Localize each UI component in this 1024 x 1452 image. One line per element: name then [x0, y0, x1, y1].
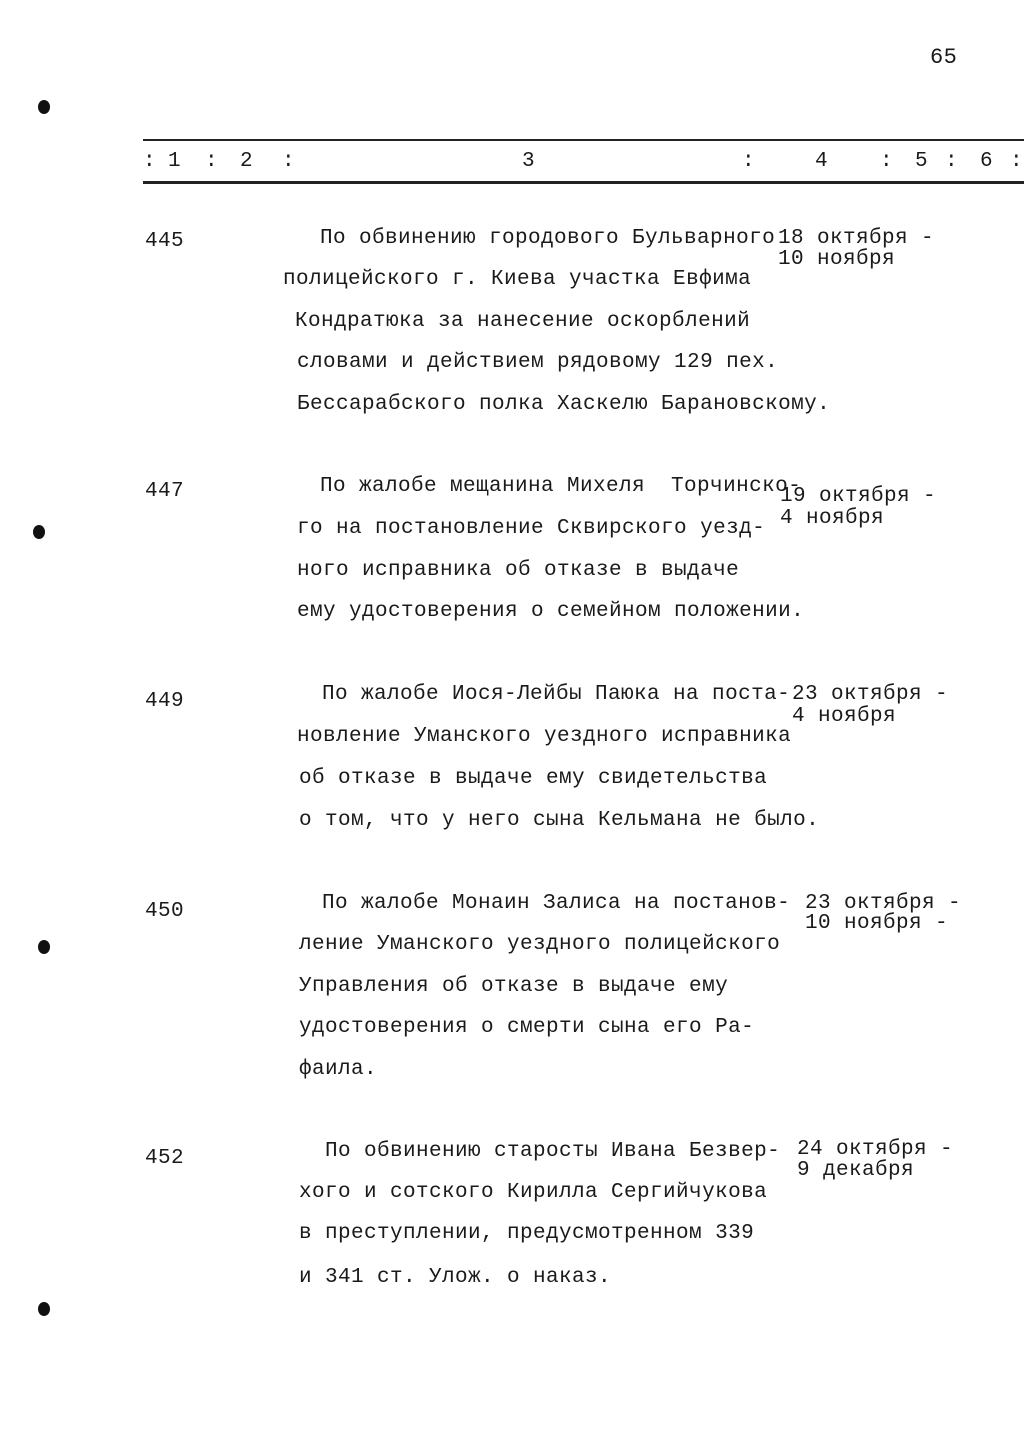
- entry-end-date: 4 ноября: [792, 705, 897, 728]
- entry-start-date: 24 октября -: [797, 1138, 954, 1161]
- entry-text-line: новление Уманского уездного исправника: [297, 725, 792, 748]
- entry-end-date: 9 декабря: [797, 1159, 915, 1182]
- entry-text-line: Бессарабского полка Хаскелю Барановскому.: [297, 393, 831, 416]
- entry-text-line: Управления об отказе в выдаче ему: [299, 975, 729, 998]
- entry-end-date: 10 ноября -: [805, 912, 949, 935]
- column-separator: :: [945, 150, 959, 173]
- entry-text-line: Кондратюка за нанесение оскорблений: [295, 310, 751, 333]
- entry-start-date: 23 октября -: [805, 892, 962, 915]
- entry-text-line: словами и действием рядовому 129 пех.: [297, 351, 779, 374]
- entry-number: 447: [145, 480, 185, 503]
- column-number: 2: [240, 150, 254, 173]
- entry-text-line: ление Уманского уездного полицейского: [299, 933, 781, 956]
- entry-text-line: По обвинению городового Бульварного: [320, 227, 776, 250]
- header-top-rule: [143, 139, 1024, 141]
- binding-hole: [38, 1302, 50, 1316]
- column-separator: :: [282, 150, 296, 173]
- entry-text-line: в преступлении, предусмотренном 339: [299, 1222, 755, 1245]
- entry-start-date: 19 октября -: [780, 485, 937, 508]
- entry-text-line: и 341 ст. Улож. о наказ.: [299, 1266, 612, 1289]
- entry-number: 445: [145, 230, 185, 253]
- column-separator: :: [880, 150, 894, 173]
- page-number: 65: [930, 45, 958, 70]
- entry-text-line: хого и сотского Кирилла Сергийчукова: [299, 1181, 768, 1204]
- entry-text-line: го на постановление Сквирского уезд-: [297, 517, 766, 540]
- column-number: 4: [815, 150, 829, 173]
- binding-hole: [38, 940, 50, 954]
- entry-start-date: 18 октября -: [778, 227, 935, 250]
- column-separator: :: [742, 150, 756, 173]
- entry-text-line: По жалобе Монаин Залиса на постанов-: [322, 892, 791, 915]
- entry-text-line: По жалобе Иося-Лейбы Паюка на поста-: [322, 683, 791, 706]
- entry-number: 450: [145, 900, 185, 923]
- entry-number: 452: [145, 1147, 185, 1170]
- entry-text-line: фаила.: [299, 1058, 378, 1081]
- entry-end-date: 10 ноября: [778, 248, 896, 271]
- column-separator: :: [1010, 150, 1024, 173]
- binding-hole: [38, 100, 50, 114]
- entry-number: 449: [145, 690, 185, 713]
- column-number: 1: [168, 150, 182, 173]
- entry-text-line: удостоверения о смерти сына его Ра-: [299, 1016, 755, 1039]
- entry-text-line: ного исправника об отказе в выдаче: [297, 559, 740, 582]
- entry-end-date: 4 ноября: [780, 507, 885, 530]
- entry-text-line: об отказе в выдаче ему свидетельства: [299, 767, 768, 790]
- column-separator: :: [143, 150, 157, 173]
- entry-text-line: полицейского г. Киева участка Евфима: [283, 268, 752, 291]
- entry-start-date: 23 октября -: [792, 683, 949, 706]
- entry-text-line: о том, что у него сына Кельмана не было.: [299, 809, 820, 832]
- entry-text-line: ему удостоверения о семейном положении.: [297, 600, 805, 623]
- entry-text-line: По обвинению старосты Ивана Безвер-: [325, 1140, 781, 1163]
- column-separator: :: [205, 150, 219, 173]
- column-number: 5: [915, 150, 929, 173]
- binding-hole: [33, 525, 45, 539]
- header-bottom-rule: [143, 181, 1024, 184]
- column-number: 3: [522, 150, 536, 173]
- column-number: 6: [980, 150, 994, 173]
- entry-text-line: По жалобе мещанина Михеля Торчинско-: [320, 475, 802, 498]
